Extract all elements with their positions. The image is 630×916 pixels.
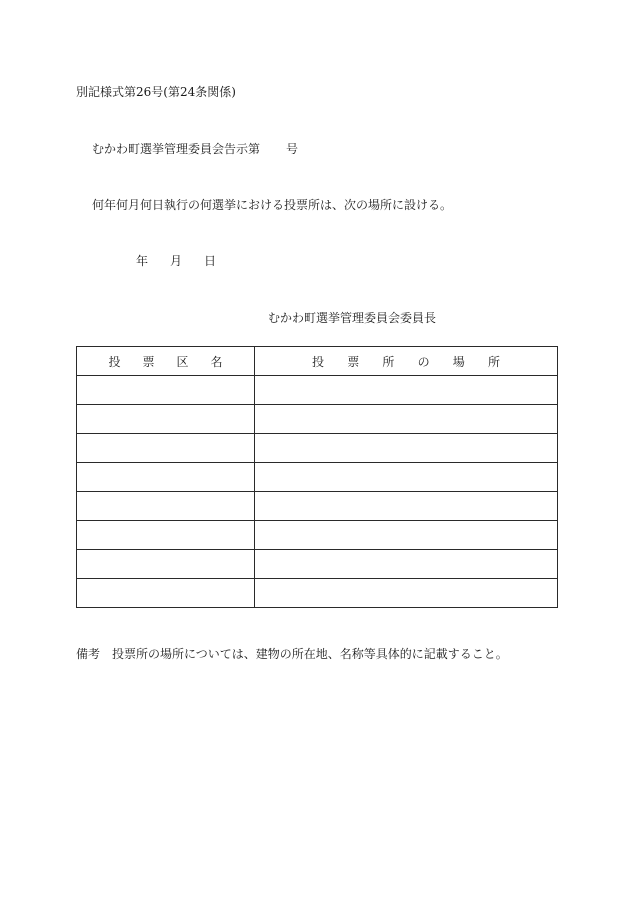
date-year: 年 bbox=[136, 254, 149, 268]
place-cell[interactable] bbox=[255, 376, 558, 405]
district-cell[interactable] bbox=[77, 550, 255, 579]
remarks-text: 投票所の場所については、建物の所在地、名称等具体的に記載すること。 bbox=[112, 647, 508, 661]
table-row bbox=[77, 521, 558, 550]
table-row bbox=[77, 550, 558, 579]
place-cell[interactable] bbox=[255, 463, 558, 492]
district-cell[interactable] bbox=[77, 579, 255, 608]
date-line bbox=[136, 253, 216, 269]
district-cell[interactable] bbox=[77, 521, 255, 550]
table-row bbox=[77, 376, 558, 405]
table-row bbox=[77, 492, 558, 521]
date-day: 日 bbox=[204, 254, 217, 268]
notice-title bbox=[92, 141, 298, 157]
notice-number-suffix: 号 bbox=[286, 142, 299, 156]
place-cell[interactable] bbox=[255, 550, 558, 579]
remarks bbox=[76, 646, 508, 662]
district-cell[interactable] bbox=[77, 376, 255, 405]
district-cell[interactable] bbox=[77, 463, 255, 492]
place-cell[interactable] bbox=[255, 405, 558, 434]
notice-title-text: むかわ町選挙管理委員会告示第 bbox=[92, 142, 261, 156]
place-cell[interactable] bbox=[255, 579, 558, 608]
polling-place-table bbox=[76, 346, 558, 608]
table-row bbox=[77, 579, 558, 608]
issuer-signature: むかわ町選挙管理委員会委員長 bbox=[268, 311, 437, 325]
district-cell[interactable] bbox=[77, 405, 255, 434]
form-number: 別記様式第26号(第24条関係) bbox=[76, 85, 236, 99]
place-cell[interactable] bbox=[255, 434, 558, 463]
notice-body: 何年何月何日執行の何選挙における投票所は、次の場所に設ける。 bbox=[92, 198, 453, 212]
district-cell[interactable] bbox=[77, 492, 255, 521]
header-polling-district bbox=[77, 347, 255, 376]
header-polling-place bbox=[255, 347, 558, 376]
place-cell[interactable] bbox=[255, 521, 558, 550]
header-polling-district-label: 投 票 区 名 bbox=[108, 354, 223, 369]
place-cell[interactable] bbox=[255, 492, 558, 521]
remarks-label: 備考 bbox=[76, 647, 101, 661]
date-month: 月 bbox=[170, 254, 183, 268]
table-header-row bbox=[77, 347, 558, 376]
table-row bbox=[77, 434, 558, 463]
header-polling-place-label: 投 票 所 の 場 所 bbox=[312, 354, 500, 369]
district-cell[interactable] bbox=[77, 434, 255, 463]
table-row bbox=[77, 405, 558, 434]
table-row bbox=[77, 463, 558, 492]
